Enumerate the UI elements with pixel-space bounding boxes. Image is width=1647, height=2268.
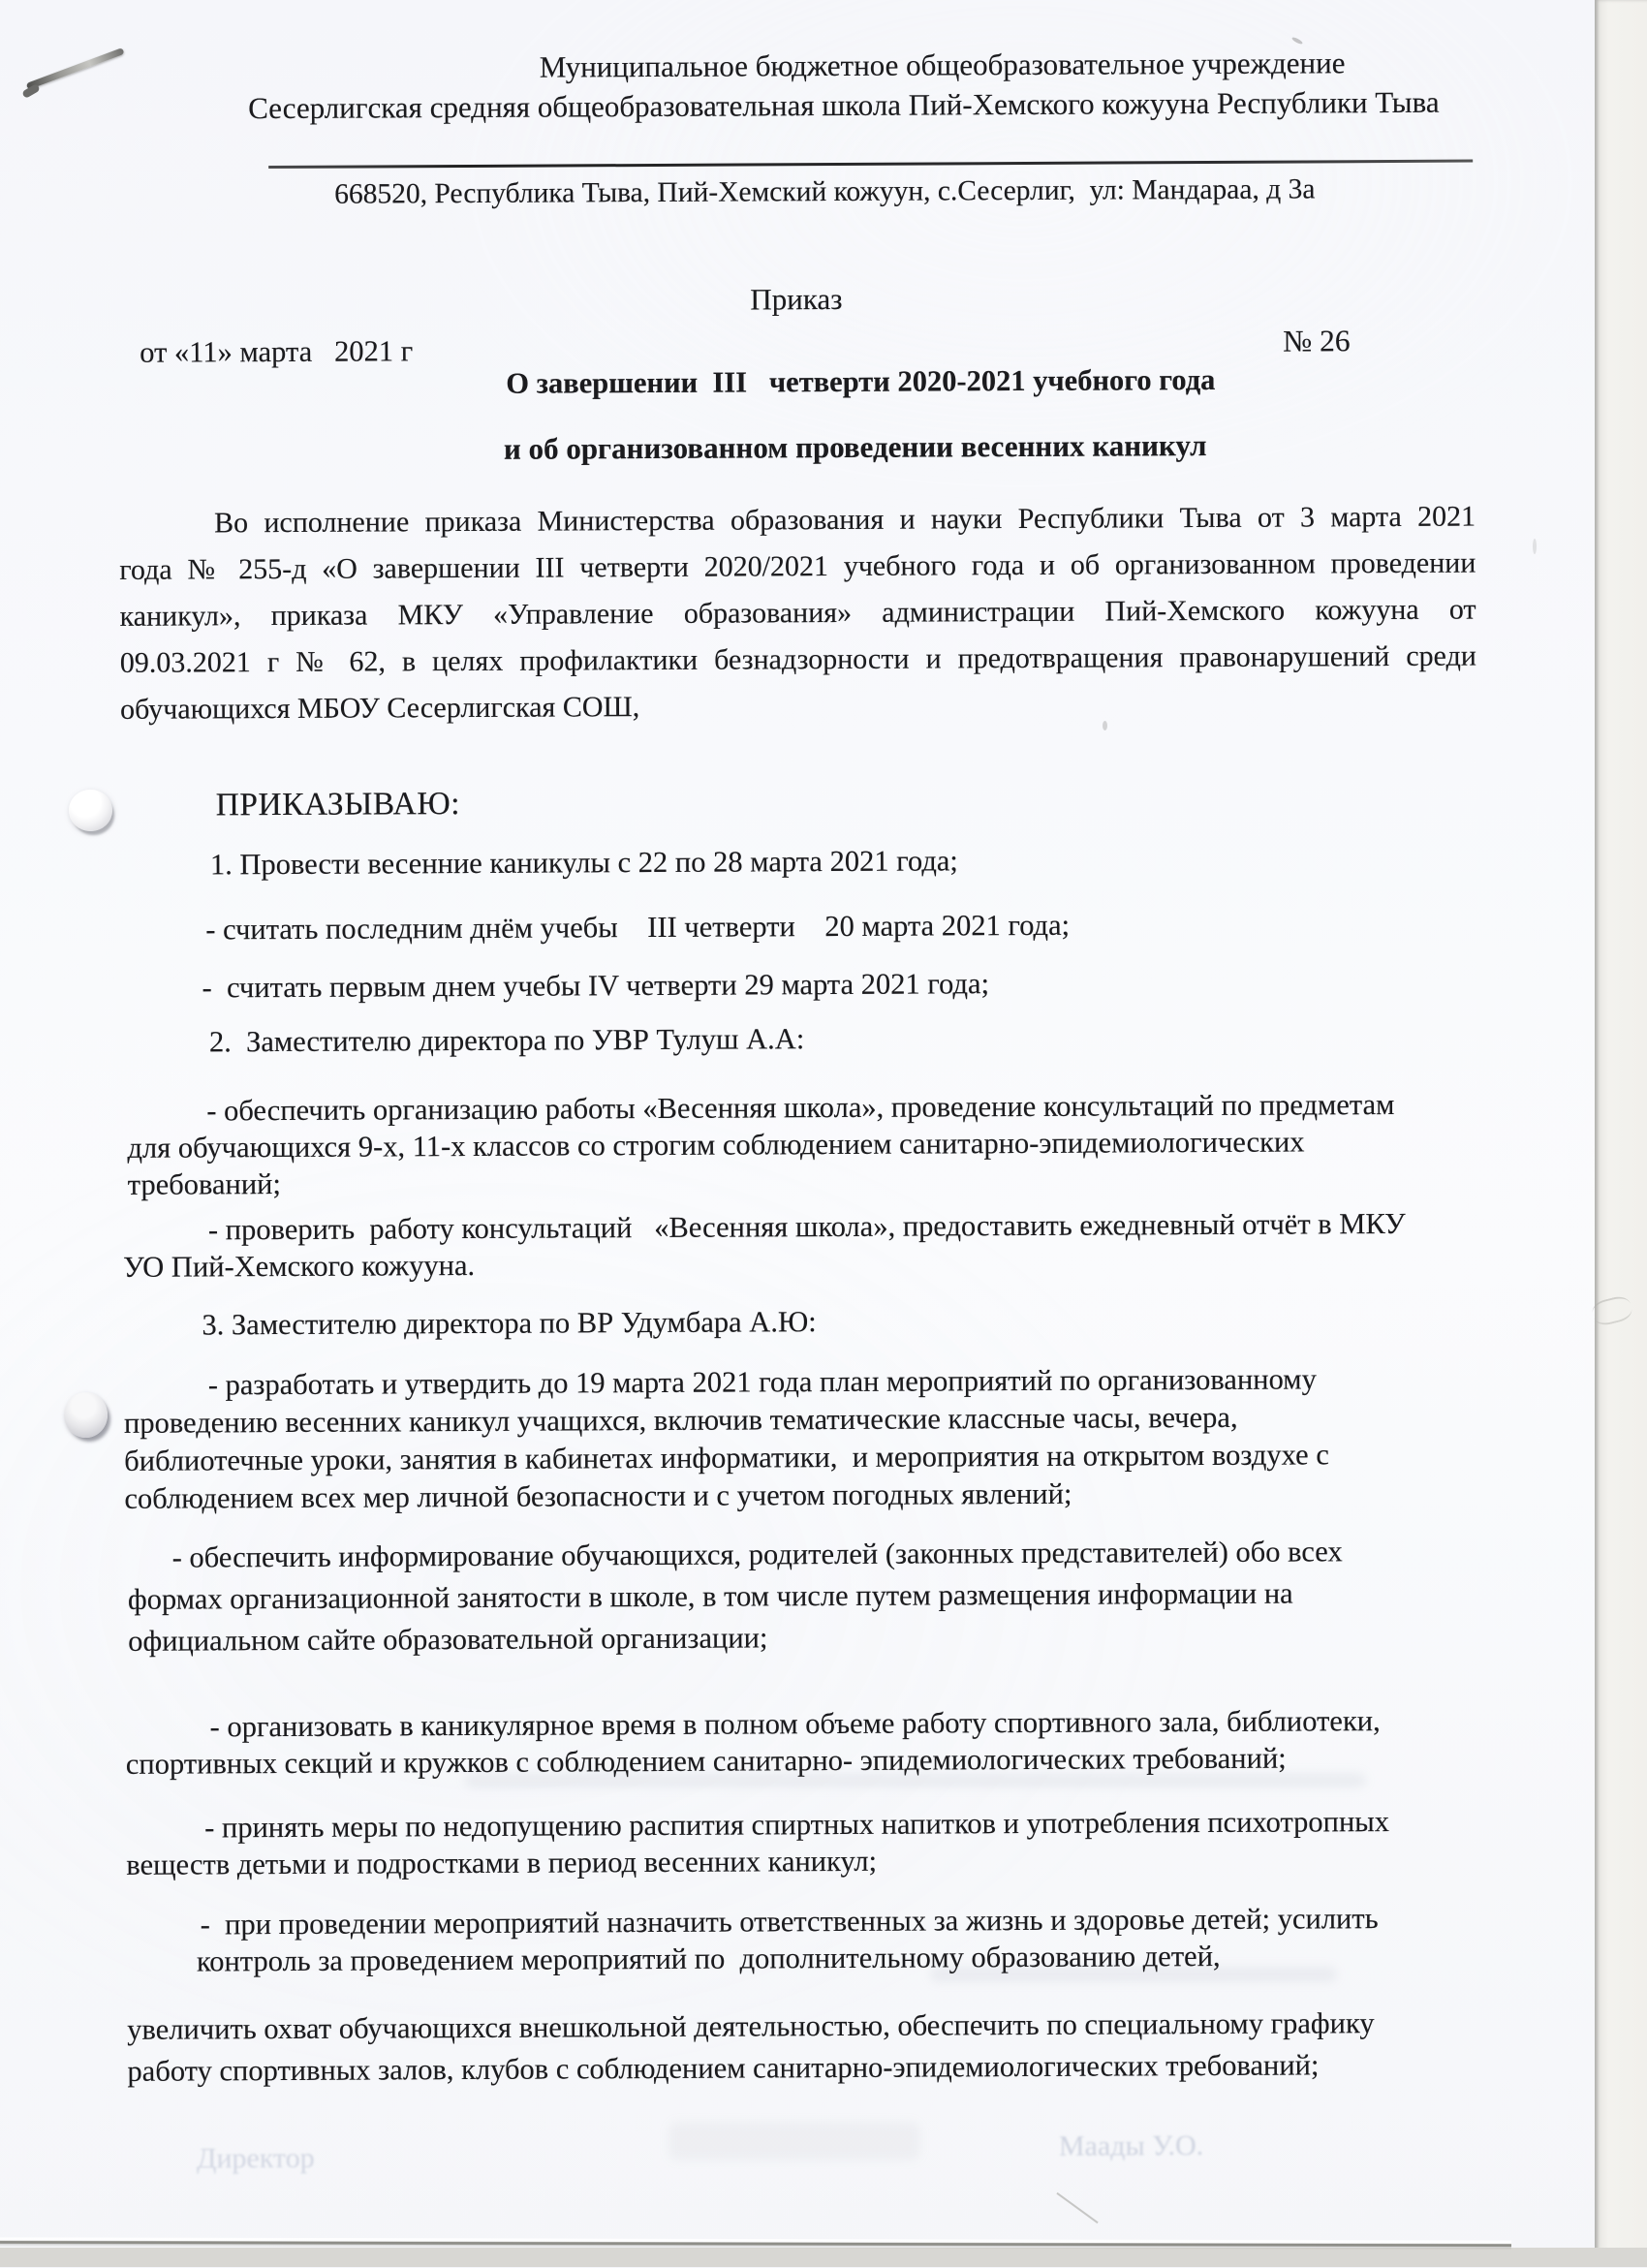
text-line: требований; (127, 1167, 282, 1201)
text-line: 2. Заместителю директора по УВР Тулуш А.А: (208, 1022, 805, 1059)
signature-name-ghost: Маады У.О. (1058, 2129, 1204, 2162)
text-line: - считать первым днем учебы IV четверти 29 марта 2021 года; (202, 967, 990, 1005)
text-line: официальном сайте образовательной организации; (128, 1621, 768, 1658)
text-line: 09.03.2021 г № 62, в целях профилактики безнадзорности и предотвращения правонарушений среди (119, 639, 1476, 679)
order-item-first-school-day (117, 965, 990, 1007)
org-address: 668520, Республика Тыва, Пий-Хемский кожуун, с.Сесерлиг, ул: Мандараа, д 3а (334, 173, 1316, 210)
text-line: 1. Провести весенние каникулы с 22 по 28 марта 2021 года; (209, 844, 958, 882)
text-line: контроль за проведением мероприятий по дополнительному образованию детей, (196, 1939, 1221, 1978)
org-name-line-1: Муниципальное бюджетное общеобразовательное учреждение (539, 46, 1346, 84)
order-subject-line-1: О завершении III четверти 2020-2021 учебного года (506, 362, 1216, 400)
text-line: каникул», приказа МКУ «Управление образования» администрации Пий-Хемского кожууна от (119, 593, 1476, 633)
order-item-parent-information (128, 1531, 1485, 1662)
text-line: обучающихся МБОУ Сесерлигская СОШ, (120, 691, 640, 726)
text-line: соблюдением всех мер личной безопасности и с учетом погодных явлений; (124, 1476, 1072, 1515)
text-line: года № 255-д «О завершении III четверти 2020/2021 учебного года и об организованном проведении (119, 546, 1476, 586)
text-line: формах организационной занятости в школе, в том числе путем размещения информации на (127, 1576, 1293, 1616)
text-line: работу спортивных залов, клубов с соблюдением санитарно-эпидемиологических требований; (127, 2048, 1320, 2088)
order-item-deputy-vr (118, 1303, 816, 1344)
text-line: библиотечные уроки, занятия в кабинетах информатики, и мероприятия на открытом воздухе с (124, 1438, 1329, 1477)
order-item-spring-school (127, 1086, 1484, 1203)
text-line: - организовать в каникулярное время в полном объеме работу спортивного зала, библиотеки, (209, 1704, 1381, 1744)
text-line: веществ детьми и подростками в период весенних каникул; (126, 1844, 878, 1881)
order-number: № 26 (1283, 324, 1351, 358)
order-item-alcohol-prevention (126, 1802, 1492, 1882)
text-line: спортивных секций и кружков с соблюдением санитарно- эпидемиологических требований; (125, 1741, 1287, 1781)
text-line: - разработать и утвердить до 19 марта 2021 года план мероприятий по организованному (207, 1362, 1317, 1402)
order-item-deputy-uvr (117, 1020, 805, 1061)
text-line: увеличить охват обучающихся внешкольной деятельностью, обеспечить по специальному графику (127, 2006, 1375, 2046)
header-divider-line (268, 160, 1473, 170)
text-line: - обеспечить информирование обучающихся, родителей (законных представителей) обо всех (171, 1535, 1343, 1574)
text-line: Во исполнение приказа Министерства образования и науки Республики Тыва от 3 марта 2021 (214, 500, 1476, 540)
text-line: - обеспечить организацию работы «Весенняя школа», проведение консультаций по предметам (206, 1087, 1395, 1128)
text-line: УО Пий-Хемского кожууна. (123, 1248, 476, 1284)
order-item-daily-report (123, 1205, 1479, 1286)
text-line: - проверить работу консультаций «Весенняя школа», предоставить ежедневный отчёт в МКУ (207, 1206, 1406, 1247)
order-item-activity-plan (124, 1360, 1486, 1518)
text-line: проведению весенних каникул учащихся, включив тематические классные часы, вечера, (123, 1400, 1238, 1440)
org-name-line-2: Сесерлигская средняя общеобразовательная школа Пий-Хемского кожууна Республики Тыва (248, 84, 1440, 126)
signature-role-ghost: Директор (196, 2141, 315, 2175)
preamble-paragraph (119, 494, 1476, 733)
resolution-heading: ПРИКАЗЫВАЮ: (215, 786, 461, 823)
order-date: от «11» марта 2021 г (140, 334, 414, 369)
text-line: - при проведении мероприятий назначить ответственных за жизнь и здоровье детей; усилить (200, 1902, 1379, 1942)
order-item-extracurricular-coverage (127, 2002, 1493, 2092)
doc-type-heading: Приказ (750, 281, 843, 317)
text-line: - считать последним днём учебы III четверти 20 марта 2021 года; (205, 908, 1071, 947)
order-subject-line-2: и об организованном проведении весенних каникул (503, 427, 1207, 466)
order-item-facilities-operation (126, 1701, 1492, 1782)
text-line: 3. Заместителю директора по ВР Удумбара А.Ю: (202, 1305, 817, 1342)
order-item-spring-break-dates (116, 842, 958, 884)
text-line: для обучающихся 9-х, 11-х классов со строгим соблюдением санитарно-эпидемиологических (127, 1125, 1305, 1165)
order-item-last-school-day (116, 907, 1070, 948)
text-line: - принять меры по недопущению распития спиртных напитков и употребления психотропных (204, 1805, 1390, 1845)
order-item-safety-responsibility (123, 1899, 1489, 1979)
